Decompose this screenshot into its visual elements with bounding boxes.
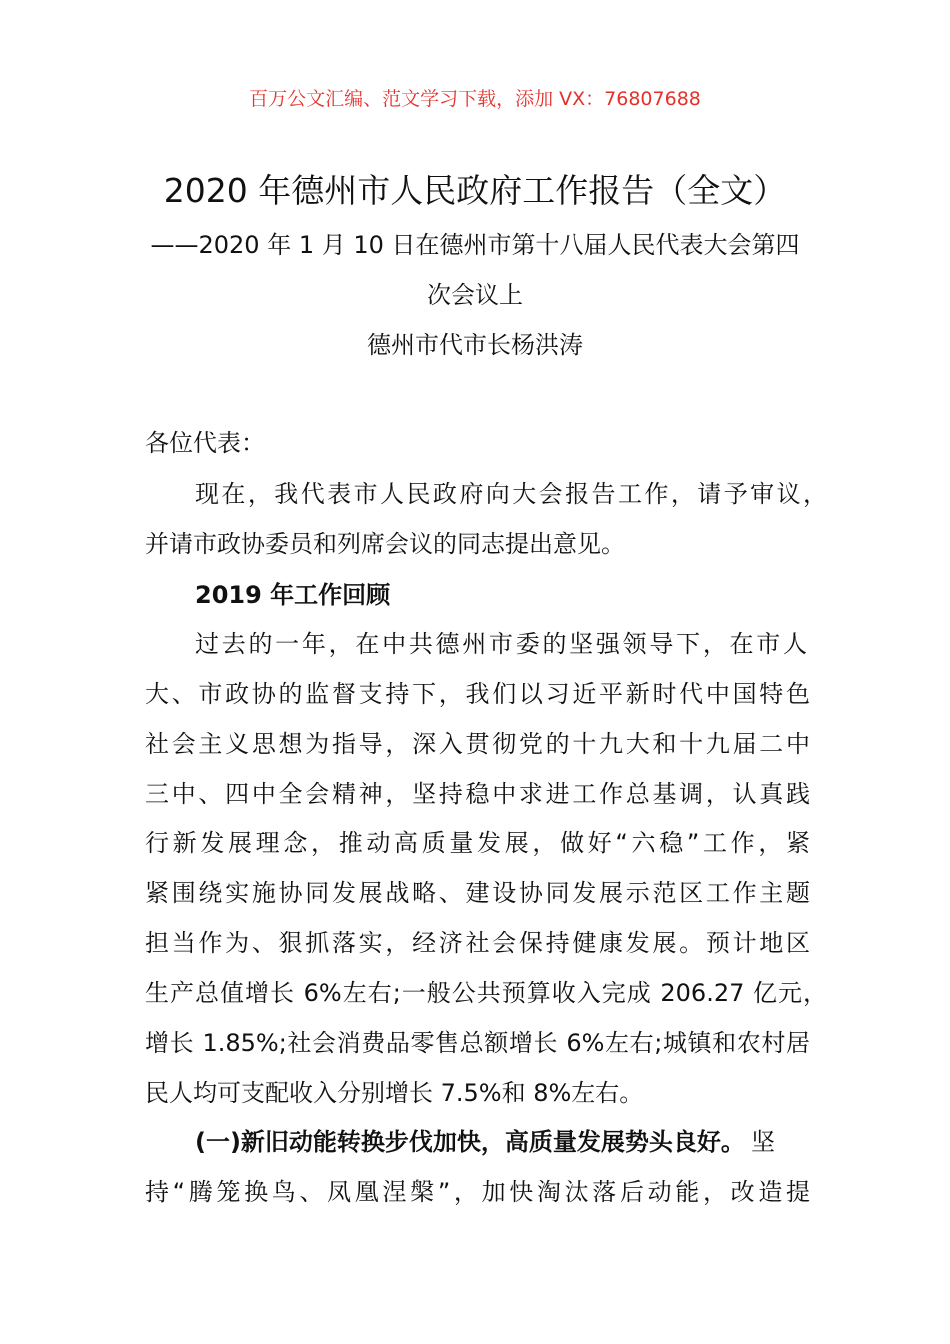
point-1-text-start: 坚	[750, 1128, 775, 1156]
review-line: 生产总值增长 6%左右;一般公共预算收入完成 206.27 亿元，	[145, 979, 827, 1007]
point-1-line-2: 持“腾笼换鸟、凤凰涅槃”，加快淘汰落后动能，改造提	[145, 1178, 810, 1206]
review-line: 紧围绕实施协同发展战略、建设协同发展示范区工作主题	[145, 879, 810, 907]
intro-line-2: 并请市政协委员和列席会议的同志提出意见。	[145, 530, 625, 558]
intro-line-1: 现在，我代表市人民政府向大会报告工作，请予审议，	[195, 480, 827, 508]
section-heading: 2019 年工作回顾	[195, 581, 391, 609]
author-line: 德州市代市长杨洪涛	[367, 331, 583, 359]
review-line: 三中、四中全会精神，坚持稳中求进工作总基调，认真践	[145, 780, 810, 808]
review-line: 大、市政协的监督支持下，我们以习近平新时代中国特色	[145, 680, 810, 708]
subtitle-line-2: 次会议上	[427, 281, 523, 309]
review-line: 民人均可支配收入分别增长 7.5%和 8%左右。	[145, 1079, 644, 1107]
document-title: 2020 年德州市人民政府工作报告（全文）	[163, 171, 787, 210]
review-line: 过去的一年，在中共德州市委的坚强领导下，在市人	[195, 630, 807, 658]
review-line: 行新发展理念，推动高质量发展，做好“六稳”工作，紧	[145, 829, 810, 857]
review-line: 增长 1.85%;社会消费品零售总额增长 6%左右;城镇和农村居	[145, 1029, 810, 1057]
salutation: 各位代表：	[145, 429, 265, 457]
watermark-banner: 百万公文汇编、范文学习下载，添加 VX：76807688	[249, 88, 701, 110]
review-line: 社会主义思想为指导，深入贯彻党的十九大和十九届二中	[145, 730, 810, 758]
subtitle-line-1: ——2020 年 1 月 10 日在德州市第十八届人民代表大会第四	[150, 231, 800, 259]
point-1-line-1	[195, 1127, 775, 1157]
point-1-heading: (一)新旧动能转换步伐加快，高质量发展势头良好。	[195, 1128, 745, 1156]
review-line: 担当作为、狠抓落实，经济社会保持健康发展。预计地区	[145, 929, 810, 957]
